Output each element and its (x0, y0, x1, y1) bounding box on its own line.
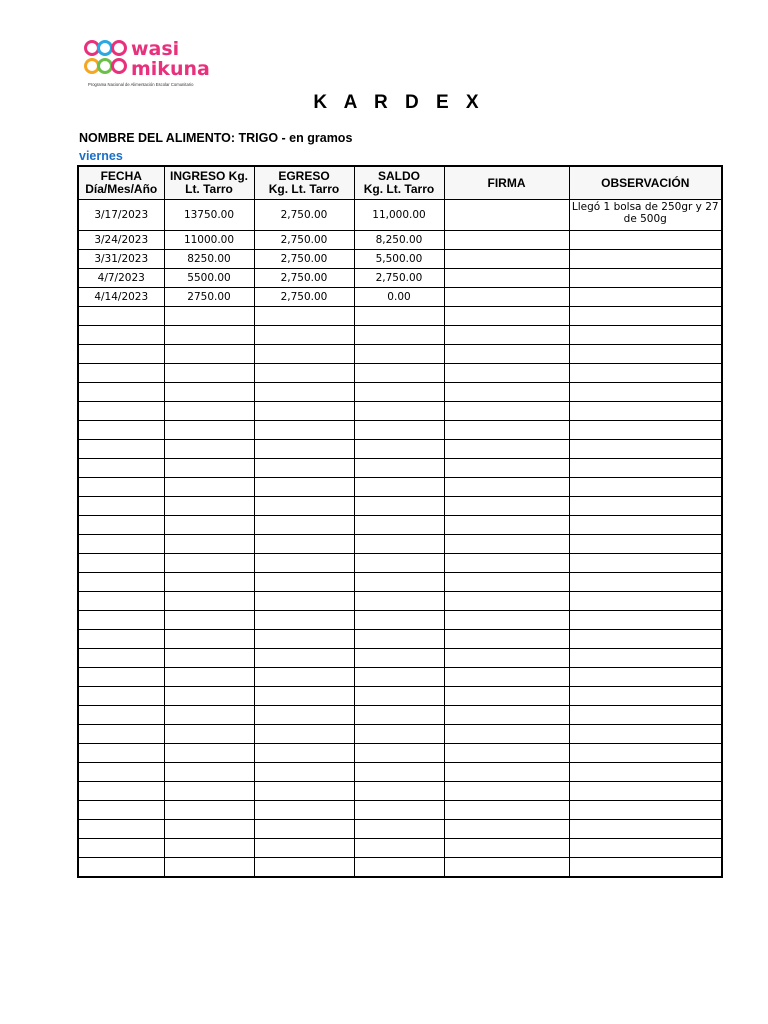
cell-fecha (78, 516, 164, 535)
cell-fecha: 3/31/2023 (78, 250, 164, 269)
cell-saldo (354, 459, 444, 478)
cell-observacion (569, 725, 722, 744)
cell-ingreso (164, 516, 254, 535)
cell-observacion (569, 269, 722, 288)
cell-observacion (569, 421, 722, 440)
cell-firma (444, 516, 569, 535)
empty-table-row (78, 649, 722, 668)
empty-table-row (78, 801, 722, 820)
cell-observacion (569, 326, 722, 345)
cell-observacion (569, 459, 722, 478)
cell-observacion (569, 706, 722, 725)
logo-faces-icon (86, 42, 126, 73)
table-row (78, 200, 722, 231)
cell-ingreso (164, 592, 254, 611)
cell-fecha (78, 497, 164, 516)
cell-ingreso (164, 421, 254, 440)
cell-ingreso (164, 668, 254, 687)
cell-fecha (78, 535, 164, 554)
empty-table-row (78, 383, 722, 402)
cell-firma (444, 687, 569, 706)
cell-fecha (78, 687, 164, 706)
cell-egreso (254, 858, 354, 878)
empty-table-row (78, 364, 722, 383)
cell-observacion (569, 858, 722, 878)
cell-firma (444, 326, 569, 345)
cell-ingreso (164, 307, 254, 326)
table-row (78, 231, 722, 250)
cell-saldo: 8,250.00 (354, 231, 444, 250)
cell-saldo (354, 687, 444, 706)
cell-observacion (569, 535, 722, 554)
cell-observacion (569, 250, 722, 269)
cell-ingreso (164, 820, 254, 839)
cell-egreso (254, 516, 354, 535)
cell-observacion (569, 383, 722, 402)
cell-observacion (569, 345, 722, 364)
cell-firma (444, 801, 569, 820)
cell-egreso (254, 307, 354, 326)
cell-observacion (569, 231, 722, 250)
empty-table-row (78, 573, 722, 592)
cell-egreso (254, 801, 354, 820)
cell-firma (444, 592, 569, 611)
cell-egreso: 2,750.00 (254, 200, 354, 231)
cell-fecha (78, 364, 164, 383)
cell-observacion (569, 364, 722, 383)
cell-firma (444, 231, 569, 250)
cell-firma (444, 858, 569, 878)
page-title: K A R D E X (313, 92, 485, 113)
cell-egreso (254, 725, 354, 744)
cell-observacion (569, 307, 722, 326)
cell-observacion (569, 611, 722, 630)
cell-saldo (354, 478, 444, 497)
cell-observacion (569, 763, 722, 782)
cell-egreso (254, 459, 354, 478)
table-header-row (78, 166, 722, 200)
cell-firma (444, 200, 569, 231)
cell-fecha (78, 421, 164, 440)
cell-fecha (78, 478, 164, 497)
cell-egreso (254, 782, 354, 801)
cell-ingreso (164, 839, 254, 858)
cell-ingreso (164, 649, 254, 668)
cell-ingreso (164, 573, 254, 592)
empty-table-row (78, 497, 722, 516)
header-egreso: EGRESO Kg. Lt. Tarro (254, 166, 354, 200)
cell-observacion (569, 592, 722, 611)
cell-saldo (354, 820, 444, 839)
cell-saldo (354, 763, 444, 782)
cell-observacion (569, 402, 722, 421)
header-saldo: SALDO Kg. Lt. Tarro (354, 166, 444, 200)
cell-egreso (254, 706, 354, 725)
cell-observacion (569, 649, 722, 668)
cell-egreso: 2,750.00 (254, 250, 354, 269)
empty-table-row (78, 554, 722, 573)
cell-firma (444, 459, 569, 478)
cell-egreso: 2,750.00 (254, 288, 354, 307)
cell-fecha (78, 858, 164, 878)
cell-fecha (78, 402, 164, 421)
cell-fecha (78, 440, 164, 459)
cell-ingreso (164, 345, 254, 364)
cell-ingreso: 13750.00 (164, 200, 254, 231)
cell-ingreso: 2750.00 (164, 288, 254, 307)
cell-fecha (78, 839, 164, 858)
cell-firma (444, 497, 569, 516)
empty-table-row (78, 535, 722, 554)
cell-egreso (254, 573, 354, 592)
cell-fecha (78, 820, 164, 839)
cell-fecha (78, 307, 164, 326)
svg-text:Programa Nacional de Alimentac: Programa Nacional de Alimentación Escolar Comunitario (88, 82, 194, 87)
cell-fecha (78, 592, 164, 611)
cell-observacion (569, 630, 722, 649)
empty-table-row (78, 668, 722, 687)
food-name-label: NOMBRE DEL ALIMENTO: TRIGO - en gramos (79, 131, 353, 145)
cell-saldo (354, 573, 444, 592)
cell-saldo (354, 725, 444, 744)
cell-firma (444, 307, 569, 326)
cell-observacion (569, 687, 722, 706)
cell-saldo (354, 516, 444, 535)
cell-ingreso: 8250.00 (164, 250, 254, 269)
cell-saldo (354, 383, 444, 402)
cell-ingreso (164, 326, 254, 345)
cell-firma (444, 782, 569, 801)
cell-saldo: 11,000.00 (354, 200, 444, 231)
cell-ingreso (164, 535, 254, 554)
kardex-table (77, 165, 723, 878)
cell-egreso (254, 820, 354, 839)
empty-table-row (78, 839, 722, 858)
cell-fecha (78, 706, 164, 725)
cell-observacion (569, 516, 722, 535)
cell-firma (444, 383, 569, 402)
cell-saldo (354, 839, 444, 858)
cell-firma (444, 440, 569, 459)
cell-egreso (254, 402, 354, 421)
cell-observacion (569, 478, 722, 497)
cell-firma (444, 649, 569, 668)
cell-egreso: 2,750.00 (254, 231, 354, 250)
cell-ingreso (164, 402, 254, 421)
empty-table-row (78, 592, 722, 611)
cell-firma (444, 535, 569, 554)
cell-fecha (78, 668, 164, 687)
cell-fecha (78, 630, 164, 649)
cell-saldo: 2,750.00 (354, 269, 444, 288)
cell-fecha: 4/14/2023 (78, 288, 164, 307)
cell-ingreso (164, 687, 254, 706)
cell-egreso (254, 535, 354, 554)
cell-ingreso (164, 801, 254, 820)
cell-firma (444, 820, 569, 839)
cell-saldo (354, 421, 444, 440)
empty-table-row (78, 687, 722, 706)
cell-saldo (354, 345, 444, 364)
empty-table-row (78, 440, 722, 459)
cell-egreso (254, 421, 354, 440)
empty-table-row (78, 744, 722, 763)
cell-egreso (254, 630, 354, 649)
cell-egreso (254, 687, 354, 706)
cell-observacion (569, 497, 722, 516)
cell-egreso (254, 744, 354, 763)
cell-egreso: 2,750.00 (254, 269, 354, 288)
empty-table-row (78, 725, 722, 744)
cell-fecha (78, 801, 164, 820)
table-row (78, 288, 722, 307)
cell-observacion (569, 820, 722, 839)
header-firma: FIRMA (444, 166, 569, 200)
cell-firma (444, 763, 569, 782)
cell-firma (444, 421, 569, 440)
header-fecha: FECHA Día/Mes/Año (78, 166, 164, 200)
cell-firma (444, 345, 569, 364)
cell-saldo: 5,500.00 (354, 250, 444, 269)
cell-fecha (78, 725, 164, 744)
empty-table-row (78, 345, 722, 364)
empty-table-row (78, 478, 722, 497)
cell-egreso (254, 364, 354, 383)
cell-fecha (78, 345, 164, 364)
cell-ingreso (164, 725, 254, 744)
cell-fecha: 3/24/2023 (78, 231, 164, 250)
cell-firma (444, 706, 569, 725)
cell-observacion (569, 668, 722, 687)
cell-ingreso (164, 554, 254, 573)
cell-egreso (254, 668, 354, 687)
cell-egreso (254, 592, 354, 611)
empty-table-row (78, 858, 722, 878)
cell-ingreso (164, 611, 254, 630)
cell-ingreso (164, 744, 254, 763)
cell-firma (444, 250, 569, 269)
cell-saldo (354, 307, 444, 326)
cell-fecha (78, 554, 164, 573)
cell-saldo (354, 326, 444, 345)
cell-observacion (569, 573, 722, 592)
cell-fecha (78, 649, 164, 668)
cell-fecha (78, 744, 164, 763)
cell-saldo (354, 497, 444, 516)
cell-firma (444, 725, 569, 744)
cell-fecha: 4/7/2023 (78, 269, 164, 288)
cell-ingreso (164, 459, 254, 478)
empty-table-row (78, 326, 722, 345)
cell-observacion: Llegó 1 bolsa de 250gr y 27 de 500g (569, 200, 722, 231)
cell-ingreso (164, 383, 254, 402)
cell-firma (444, 269, 569, 288)
cell-ingreso (164, 706, 254, 725)
cell-ingreso (164, 440, 254, 459)
cell-saldo: 0.00 (354, 288, 444, 307)
cell-saldo (354, 744, 444, 763)
cell-observacion (569, 839, 722, 858)
cell-firma (444, 364, 569, 383)
cell-observacion (569, 440, 722, 459)
header-observacion: OBSERVACIÓN (569, 166, 722, 200)
empty-table-row (78, 307, 722, 326)
cell-saldo (354, 535, 444, 554)
cell-fecha (78, 383, 164, 402)
cell-saldo (354, 364, 444, 383)
day-label: viernes (79, 149, 123, 163)
cell-saldo (354, 782, 444, 801)
cell-ingreso (164, 782, 254, 801)
cell-ingreso (164, 497, 254, 516)
empty-table-row (78, 611, 722, 630)
cell-saldo (354, 402, 444, 421)
empty-table-row (78, 820, 722, 839)
cell-egreso (254, 478, 354, 497)
cell-ingreso (164, 858, 254, 878)
cell-saldo (354, 440, 444, 459)
cell-saldo (354, 668, 444, 687)
cell-egreso (254, 611, 354, 630)
cell-firma (444, 839, 569, 858)
cell-ingreso (164, 364, 254, 383)
cell-ingreso: 5500.00 (164, 269, 254, 288)
empty-table-row (78, 782, 722, 801)
empty-table-row (78, 516, 722, 535)
svg-text:mikuna: mikuna (131, 58, 210, 80)
cell-fecha (78, 459, 164, 478)
wasi-mikuna-logo (80, 33, 230, 89)
cell-fecha (78, 782, 164, 801)
cell-fecha (78, 326, 164, 345)
empty-table-row (78, 459, 722, 478)
cell-observacion (569, 782, 722, 801)
cell-fecha (78, 573, 164, 592)
cell-egreso (254, 440, 354, 459)
empty-table-row (78, 421, 722, 440)
cell-egreso (254, 763, 354, 782)
table-row (78, 269, 722, 288)
cell-ingreso (164, 763, 254, 782)
cell-saldo (354, 592, 444, 611)
cell-observacion (569, 801, 722, 820)
cell-observacion (569, 554, 722, 573)
cell-saldo (354, 554, 444, 573)
header-ingreso: INGRESO Kg. Lt. Tarro (164, 166, 254, 200)
cell-egreso (254, 649, 354, 668)
cell-observacion (569, 288, 722, 307)
cell-saldo (354, 706, 444, 725)
empty-table-row (78, 706, 722, 725)
empty-table-row (78, 630, 722, 649)
cell-ingreso: 11000.00 (164, 231, 254, 250)
cell-egreso (254, 497, 354, 516)
cell-saldo (354, 858, 444, 878)
cell-firma (444, 668, 569, 687)
cell-firma (444, 630, 569, 649)
cell-firma (444, 744, 569, 763)
cell-saldo (354, 801, 444, 820)
empty-table-row (78, 763, 722, 782)
cell-firma (444, 554, 569, 573)
cell-firma (444, 402, 569, 421)
cell-egreso (254, 345, 354, 364)
cell-saldo (354, 630, 444, 649)
cell-fecha (78, 611, 164, 630)
cell-firma (444, 611, 569, 630)
cell-egreso (254, 383, 354, 402)
cell-fecha (78, 763, 164, 782)
cell-firma (444, 478, 569, 497)
cell-firma (444, 288, 569, 307)
table-row (78, 250, 722, 269)
cell-saldo (354, 611, 444, 630)
empty-table-row (78, 402, 722, 421)
cell-observacion (569, 744, 722, 763)
cell-egreso (254, 326, 354, 345)
cell-fecha: 3/17/2023 (78, 200, 164, 231)
svg-text:wasi: wasi (131, 38, 180, 60)
cell-egreso (254, 554, 354, 573)
cell-firma (444, 573, 569, 592)
cell-saldo (354, 649, 444, 668)
cell-ingreso (164, 478, 254, 497)
cell-egreso (254, 839, 354, 858)
cell-ingreso (164, 630, 254, 649)
